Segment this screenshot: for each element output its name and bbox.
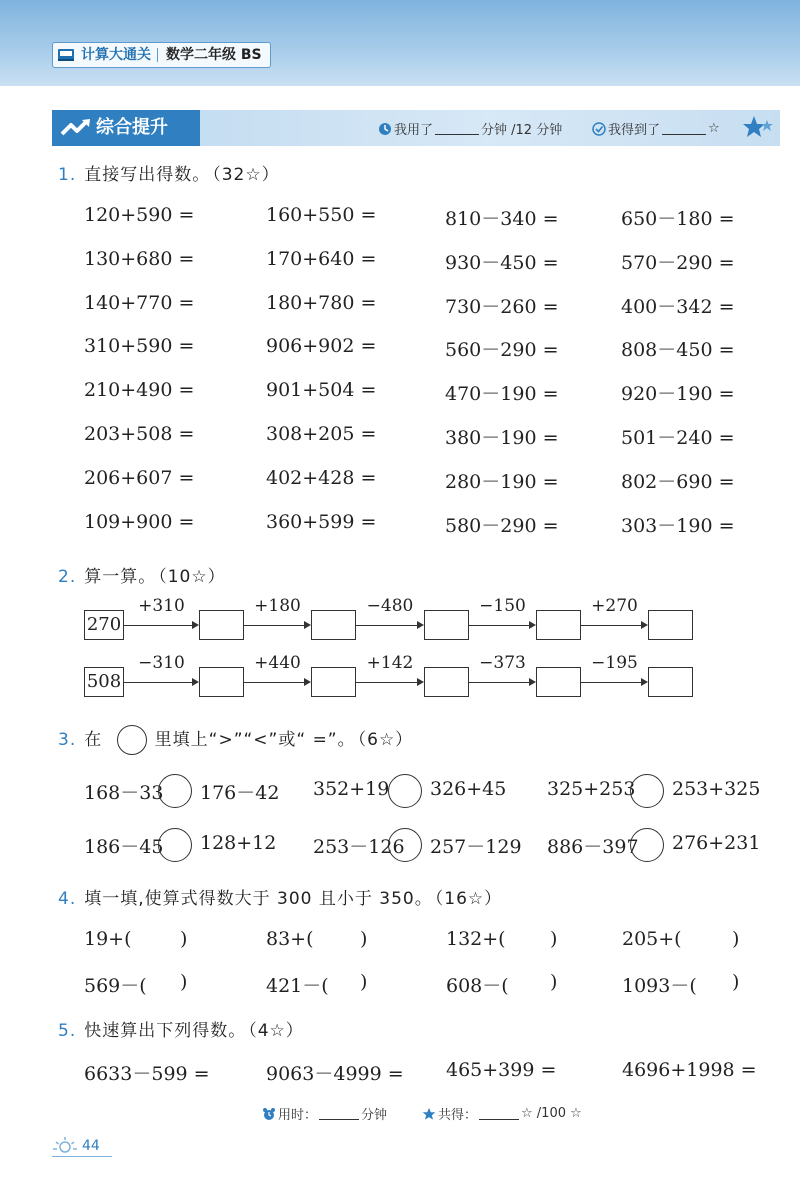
q1-expression: 920－190 =: [621, 383, 735, 406]
q4-heading: [58, 884, 502, 909]
footer-score: [422, 1104, 582, 1123]
q1-expression: 206+607 =: [84, 466, 195, 489]
closing-paren: ): [180, 971, 188, 993]
q1-expression: 130+680 =: [84, 247, 195, 270]
chain-answer-box[interactable]: [648, 667, 693, 697]
arrow-head-icon: [417, 621, 424, 629]
chain-operation: +310: [138, 596, 185, 616]
footer-time-unit: 分钟: [361, 1108, 388, 1123]
arrow-head-icon: [192, 678, 199, 686]
chain-arrow: [356, 682, 418, 683]
chain-start-box: 508: [84, 667, 124, 697]
fill-expression: 19+(: [84, 928, 132, 950]
compare-right: 128+12: [200, 832, 277, 854]
q1-number: 1.: [58, 165, 77, 185]
q5-heading: [58, 1016, 304, 1041]
time-blank[interactable]: [435, 123, 479, 135]
closing-paren: ): [550, 971, 558, 993]
q1-expression: 400－342 =: [621, 295, 735, 318]
q4-number: 4.: [58, 889, 77, 909]
q3-text-after: 里填上“>”“<”或“ =”。: [154, 730, 356, 750]
q1-expression: 906+902 =: [266, 335, 377, 358]
chain-arrow: [356, 625, 418, 626]
score-star: ☆: [708, 121, 720, 136]
compare-right: 276+231: [672, 832, 761, 854]
alarm-clock-icon: [262, 1107, 276, 1121]
closing-paren: ): [732, 928, 740, 950]
compare-circle[interactable]: [158, 828, 192, 862]
chain-operation: +180: [254, 596, 301, 616]
page-number: 44: [82, 1138, 100, 1154]
section-title: 综合提升: [96, 117, 168, 138]
arrow-head-icon: [304, 621, 311, 629]
q1-expression: 580－290 =: [445, 514, 559, 537]
q1-expression: 380－190 =: [445, 427, 559, 449]
q1-expression: 810－340 =: [445, 208, 559, 230]
chain-start-box: 270: [84, 610, 124, 640]
page-underline: [52, 1156, 112, 1157]
chain-answer-box[interactable]: [536, 667, 581, 697]
footer-time-label: 用时：: [278, 1108, 318, 1123]
compare-left: 352+19: [313, 778, 390, 800]
chain-arrow: [581, 682, 642, 683]
chain-answer-box[interactable]: [199, 667, 244, 697]
footer-time: [262, 1104, 387, 1123]
fill-expression: 569－(: [84, 975, 147, 997]
arrow-head-icon: [529, 678, 536, 686]
compare-circle[interactable]: [158, 774, 192, 808]
q1-expression: 303－190 =: [621, 514, 735, 537]
q1-expression: 501－240 =: [621, 427, 735, 449]
q1-expression: 203+508 =: [84, 423, 195, 445]
fill-expression: 421－(: [266, 975, 329, 997]
section-score: [592, 119, 720, 138]
clock-icon: [378, 122, 392, 136]
chain-arrow: [124, 682, 193, 683]
q1-expression: 180+780 =: [266, 291, 377, 314]
compare-circle[interactable]: [388, 774, 422, 808]
q1-expression: 901+504 =: [266, 379, 377, 402]
score-prefix: 我得到了: [608, 123, 661, 138]
fill-expression: 205+(: [622, 928, 682, 950]
closing-paren: ): [180, 928, 188, 950]
q1-expression: 930－450 =: [445, 251, 559, 274]
chain-operation: +270: [591, 596, 638, 616]
closing-paren: ): [550, 928, 558, 950]
q5-text: 快速算出下列得数。: [84, 1021, 247, 1041]
q5-expression: 465+399 =: [446, 1059, 557, 1081]
series-name: 计算大通关: [81, 47, 151, 63]
compare-left: 186－45: [84, 836, 164, 858]
closing-paren: ): [360, 971, 368, 993]
footer-score-label: 共得：: [438, 1108, 478, 1123]
q1-expression: 470－190 =: [445, 383, 559, 406]
compare-left: 168－33: [84, 782, 164, 804]
chain-answer-box[interactable]: [311, 610, 356, 640]
chain-arrow: [244, 625, 305, 626]
q1-expression: 802－690 =: [621, 470, 735, 493]
chain-answer-box[interactable]: [648, 610, 693, 640]
q3-number: 3.: [58, 730, 77, 750]
q1-expression: 308+205 =: [266, 423, 377, 445]
q5-points: （4☆）: [248, 1021, 304, 1041]
chain-arrow: [469, 625, 530, 626]
q1-expression: 560－290 =: [445, 339, 559, 362]
chain-operation: −195: [591, 653, 638, 673]
fill-expression: 608－(: [446, 975, 509, 997]
q2-number: 2.: [58, 567, 77, 587]
section-time: [378, 119, 562, 138]
footer-time-blank[interactable]: [319, 1108, 359, 1120]
q2-heading: [58, 562, 226, 587]
chain-operation: −310: [138, 653, 185, 673]
q1-points: （32☆）: [212, 165, 280, 185]
chain-operation: −480: [366, 596, 414, 616]
compare-right: 257－129: [430, 836, 522, 858]
q1-expression: 402+428 =: [266, 466, 377, 489]
q1-expression: 808－450 =: [621, 339, 735, 362]
arrow-head-icon: [641, 678, 648, 686]
footer-score-blank[interactable]: [479, 1108, 519, 1120]
compare-circle[interactable]: [630, 828, 664, 862]
arrow-head-icon: [417, 678, 424, 686]
q2-points: （10☆）: [158, 567, 226, 587]
chain-operation: +440: [254, 653, 301, 673]
q1-expression: 160+550 =: [266, 204, 377, 226]
fill-expression: 1093－(: [622, 975, 697, 997]
q1-expression: 210+490 =: [84, 379, 195, 402]
trend-arrow-icon: [60, 118, 92, 138]
score-blank[interactable]: [662, 123, 706, 135]
stars-icon: [742, 114, 774, 140]
compare-right: 253+325: [672, 778, 761, 800]
chain-answer-box[interactable]: [199, 610, 244, 640]
compare-right: 326+45: [430, 778, 507, 800]
grade-label: 数学二年级 BS: [166, 47, 262, 63]
q1-heading: [58, 160, 280, 185]
q5-expression: 6633－599 =: [84, 1063, 210, 1085]
q1-expression: 360+599 =: [266, 510, 377, 533]
q2-text: 算一算。: [84, 567, 157, 587]
chain-operation: −150: [479, 596, 526, 616]
section-title-badge: [52, 110, 200, 146]
chain-answer-box[interactable]: [536, 610, 581, 640]
compare-left: 253－126: [313, 836, 405, 858]
time-suffix: 分钟 /12 分钟: [481, 123, 563, 138]
q5-expression: 4696+1998 =: [622, 1059, 757, 1081]
q1-expression: 650－180 =: [621, 208, 735, 230]
section-header: [52, 110, 780, 146]
arrow-head-icon: [192, 621, 199, 629]
q3-heading: [58, 725, 413, 755]
compare-left: 886－397: [547, 836, 639, 858]
chain-arrow: [469, 682, 530, 683]
q1-expression: 730－260 =: [445, 295, 559, 318]
compare-left: 325+253: [547, 778, 636, 800]
compare-circle[interactable]: [388, 828, 422, 862]
q1-expression: 140+770 =: [84, 291, 195, 314]
q3-points: （6☆）: [357, 730, 414, 750]
q3-circle-sample: [117, 725, 147, 755]
q1-text: 直接写出得数。: [84, 165, 211, 185]
chain-arrow: [581, 625, 642, 626]
q1-expression: 280－190 =: [445, 470, 559, 493]
closing-paren: ): [732, 971, 740, 993]
q1-expression: 120+590 =: [84, 204, 195, 226]
arrow-head-icon: [304, 678, 311, 686]
q5-number: 5.: [58, 1021, 77, 1041]
compare-right: 176－42: [200, 782, 280, 804]
chain-arrow: [124, 625, 193, 626]
footer-score-total: ☆ /100 ☆: [521, 1106, 582, 1121]
arrow-head-icon: [641, 621, 648, 629]
q4-points: （16☆）: [434, 889, 503, 909]
chain-arrow: [244, 682, 305, 683]
series-tag: [52, 42, 271, 68]
q5-expression: 9063－4999 =: [266, 1063, 404, 1085]
compare-circle[interactable]: [630, 774, 664, 808]
fill-expression: 83+(: [266, 928, 314, 950]
closing-paren: ): [360, 928, 368, 950]
chain-operation: −373: [479, 653, 526, 673]
chain-answer-box[interactable]: [311, 667, 356, 697]
q1-expression: 170+640 =: [266, 247, 377, 270]
arrow-head-icon: [529, 621, 536, 629]
q1-expression: 310+590 =: [84, 335, 195, 358]
chain-answer-box[interactable]: [424, 667, 469, 697]
fill-expression: 132+(: [446, 928, 506, 950]
chain-operation: +142: [366, 653, 414, 673]
q1-expression: 109+900 =: [84, 510, 195, 533]
time-prefix: 我用了: [394, 123, 434, 138]
star-icon: [422, 1107, 436, 1121]
sun-icon: [50, 1134, 80, 1156]
q1-expression: 570－290 =: [621, 251, 735, 274]
chain-answer-box[interactable]: [424, 610, 469, 640]
book-icon: [53, 43, 79, 67]
q4-text: 填一填,使算式得数大于 300 且小于 350。: [84, 889, 433, 909]
q3-text-before: 在: [84, 730, 103, 750]
check-icon: [592, 122, 606, 136]
